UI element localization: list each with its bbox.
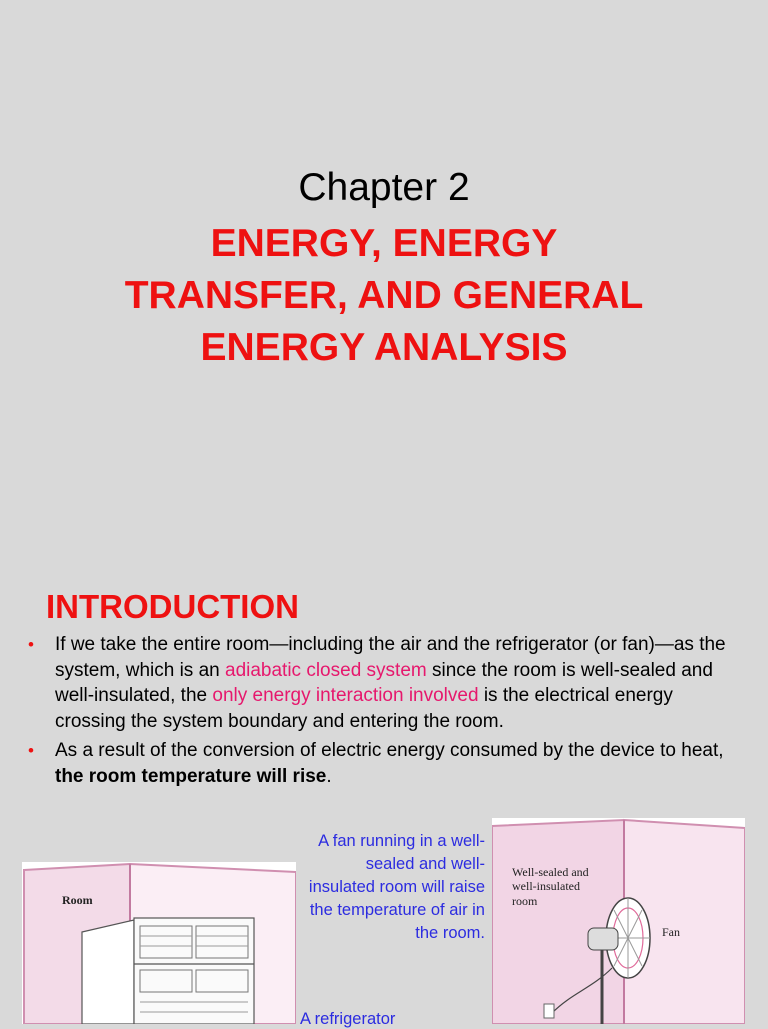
refrigerator-room-figure bbox=[22, 862, 296, 1024]
wall-outlet-icon bbox=[544, 1004, 554, 1018]
title-line-2: TRANSFER, AND GENERAL bbox=[124, 274, 644, 317]
fan-label: Fan bbox=[662, 925, 680, 939]
bullet-icon: • bbox=[28, 635, 34, 654]
bullet-item bbox=[28, 632, 748, 734]
bullet-text: since the room is well-sealed and well-insulated, the bbox=[55, 659, 713, 707]
room-label-line-2: well-insulated bbox=[512, 879, 580, 893]
fridge-figure-caption: A refrigerator bbox=[300, 1010, 396, 1028]
bullet-icon: • bbox=[28, 741, 34, 761]
highlight-text: adiabatic closed system bbox=[225, 659, 427, 681]
bullet-text: is the electrical energy crossing the system boundary and entering the room. bbox=[55, 685, 673, 732]
bullet-text: If we take the entire room—including the air and the refrigerator (or fan)—as the system, which is an bbox=[55, 634, 726, 681]
title-line-1: ENERGY, ENERGY bbox=[210, 222, 558, 265]
slide-title bbox=[0, 218, 768, 374]
room-left-wall bbox=[492, 820, 624, 1024]
highlight-text: only energy interaction involved bbox=[212, 685, 479, 707]
fan-room-illustration bbox=[492, 818, 745, 1024]
bullet-text: As a result of the conversion of electric energy consumed by the device to heat, bbox=[55, 740, 724, 762]
chapter-label: Chapter 2 bbox=[298, 166, 470, 209]
bullet-item bbox=[28, 738, 748, 789]
fan-figure-caption: A fan running in a well-sealed and well-insulated room will raise the temperature of air in the room. bbox=[308, 832, 485, 942]
bullet-list bbox=[28, 632, 748, 794]
bullet-text: . bbox=[326, 765, 332, 787]
fan-room-figure bbox=[492, 818, 745, 1024]
bold-text: the room temperature will rise bbox=[55, 765, 327, 787]
refrigerator-room-illustration bbox=[22, 862, 296, 1024]
room-label-line-1: Well-sealed and bbox=[512, 865, 589, 879]
room-label-line-3: room bbox=[512, 894, 538, 908]
refrigerator-icon bbox=[82, 918, 254, 1024]
section-heading: INTRODUCTION bbox=[46, 588, 299, 625]
title-line-3: ENERGY ANALYSIS bbox=[200, 326, 568, 369]
room-label: Room bbox=[62, 893, 93, 907]
